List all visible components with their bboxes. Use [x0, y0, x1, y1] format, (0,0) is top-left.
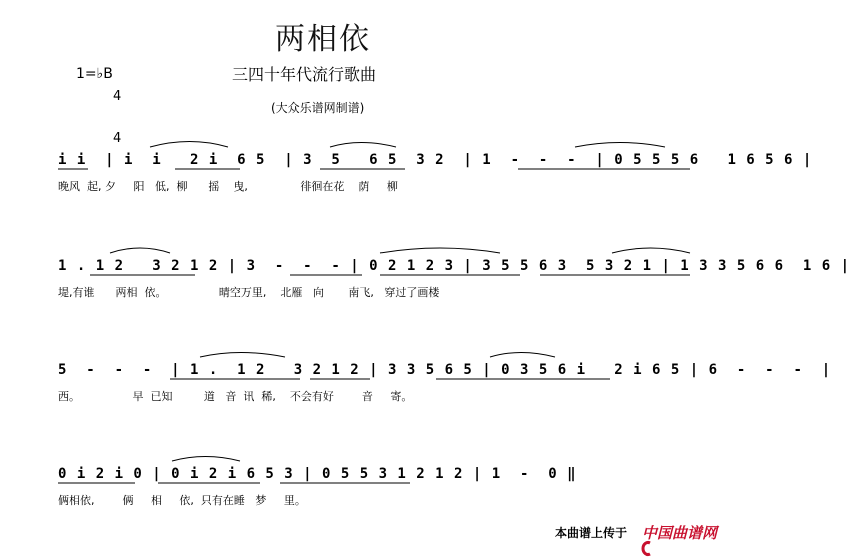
- slur-mark: [172, 457, 240, 462]
- meter-bottom: 4: [113, 131, 122, 146]
- lyric-line-2: 堤,有谁 两相 依。 晴空万里, 北雁 向 南飞, 穿过了画楼: [58, 286, 440, 299]
- lyric-line-1: 晚风 起, 夕 阳 低, 柳 摇 曳, 徘徊在花 荫 柳: [58, 180, 398, 193]
- song-title: 两相依: [275, 22, 371, 57]
- song-subtitle: 三四十年代流行歌曲: [232, 65, 377, 84]
- slur-mark: [330, 143, 396, 148]
- slur-mark: [490, 353, 555, 358]
- upload-credit: 本曲谱上传于: [555, 526, 628, 540]
- slur-mark: [612, 248, 690, 253]
- slur-mark: [110, 248, 170, 253]
- lyric-line-4: 俩相依, 俩 相 依, 只有在睡 梦 里。: [58, 494, 306, 507]
- slur-mark: [380, 248, 500, 253]
- lyric-line-3: 西。 早 已知 道 音 讯 稀, 不会有好 音 寄。: [58, 390, 413, 403]
- slur-mark: [200, 353, 285, 358]
- notation-line-1: i i | i i 2 i 6 5 | 3 5 6 5 3 2 | 1 - - - | 0 5 5 5 6 1 6 5 6 |: [58, 152, 813, 168]
- slur-mark: [150, 142, 228, 148]
- site-logo-text: 中国曲谱网: [642, 524, 718, 542]
- site-logo-icon: [630, 522, 642, 537]
- slur-mark: [575, 143, 665, 148]
- score-maker-credit: (大众乐谱网制谱): [271, 101, 365, 115]
- notation-line-4: 0 i 2 i 0 | 0 i 2 i 6 5 3 | 0 5 5 3 1 2 1 2 | 1 - 0 ‖: [58, 466, 577, 482]
- notation-line-2: 1 . 1 2 3 2 1 2 | 3 - - - | 0 2 1 2 3 | 3 5 5 6 3 5 3 2 1 | 1 3 3 5 6 6 1 6 |: [58, 258, 850, 274]
- key-signature: 1=♭B: [76, 66, 113, 82]
- notation-line-3: 5 - - - | 1 . 1 2 3 2 1 2 | 3 3 5 6 5 | 0 3 5 6 i 2 i 6 5 | 6 - - - |: [58, 362, 832, 378]
- meter-top: 4: [113, 89, 122, 104]
